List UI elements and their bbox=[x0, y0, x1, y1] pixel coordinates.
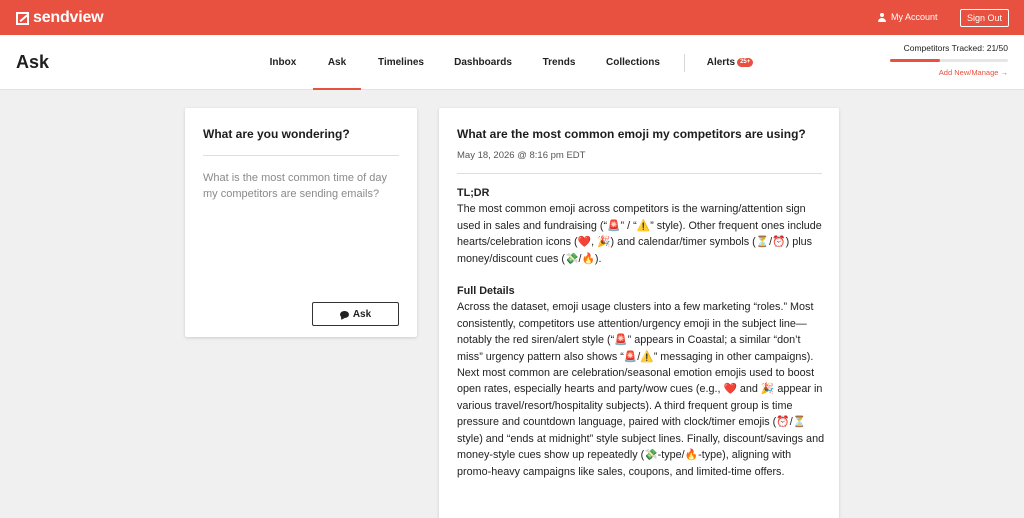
answer-title: What are the most common emoji my competitors are using? bbox=[457, 127, 806, 141]
question-heading: What are you wondering? bbox=[203, 127, 350, 141]
answer-body bbox=[457, 185, 825, 480]
tab-alerts[interactable] bbox=[702, 35, 758, 90]
answer-divider bbox=[457, 173, 822, 174]
sign-out-button[interactable]: Sign Out bbox=[960, 9, 1009, 27]
tab-dashboards-label: Dashboards bbox=[454, 57, 512, 68]
full-details-text: Across the dataset, emoji usage clusters into a few marketing “roles.” Most consistently, competitors use attention/urgency emoji in the subject line—notably the red siren/alert style (“🚨” appears in Coastal; a similar “don’t miss” urgency pattern also shows “🚨/⚠️” messaging in other campaigns). Next most common are celebration/seasonal emotion emojis used to boost open rates, especially hearts and party/wow cues (e.g., ❤️ and 🎉 appear in various travel/resort/hospitality subjects). A third frequent group is time pressure and countdown language, paired with clock/timer emojis (⏰/⏳ style) and “ends at midnight” style subject lines. Finally, discount/savings and money-style cues show up repeatedly (💸-type/🔥-type), aligning with promo-heavy campaigns like sales, coupons, and limited-time offers. bbox=[457, 301, 825, 478]
tab-alerts-label: Alerts bbox=[706, 57, 736, 68]
competitors-progress-fill bbox=[890, 59, 940, 62]
add-new-manage-link[interactable]: Add New/Manage → bbox=[938, 68, 1008, 77]
alerts-count-badge: 25+ bbox=[737, 58, 753, 67]
answer-date: May 18, 2026 @ 8:16 pm EDT bbox=[457, 150, 586, 161]
ask-button-label: Ask bbox=[352, 308, 372, 320]
my-account-link[interactable] bbox=[878, 12, 938, 22]
sendview-logo[interactable] bbox=[16, 9, 103, 27]
nav-divider bbox=[684, 54, 685, 72]
tab-trends-label: Trends bbox=[542, 57, 576, 68]
tab-ask[interactable] bbox=[313, 35, 361, 90]
tab-collections-label: Collections bbox=[606, 57, 660, 68]
tab-dashboards[interactable] bbox=[450, 35, 516, 90]
question-divider bbox=[203, 155, 399, 156]
tab-inbox[interactable] bbox=[264, 35, 302, 90]
tab-timelines-label: Timelines bbox=[378, 57, 424, 68]
full-details-heading: Full Details bbox=[457, 285, 515, 298]
competitors-progress-bar bbox=[890, 59, 1008, 62]
page-title: Ask bbox=[16, 52, 50, 72]
tab-inbox-label: Inbox bbox=[269, 57, 297, 68]
chat-bubble-icon bbox=[340, 311, 349, 318]
ask-button[interactable] bbox=[312, 302, 399, 326]
brand-name: sendview bbox=[33, 9, 104, 26]
tab-trends[interactable] bbox=[538, 35, 580, 90]
question-input[interactable] bbox=[203, 170, 399, 240]
tldr-heading: TL;DR bbox=[457, 187, 490, 199]
person-icon bbox=[878, 13, 886, 22]
question-panel bbox=[185, 108, 417, 337]
my-account-label: My Account bbox=[891, 12, 938, 22]
tab-timelines[interactable] bbox=[374, 35, 428, 90]
competitors-tracked-label: Competitors Tracked: 21/50 bbox=[903, 43, 1008, 53]
tab-ask-label: Ask bbox=[327, 57, 347, 68]
section-spacer bbox=[457, 267, 825, 283]
nav-bar bbox=[0, 35, 1024, 90]
top-bar bbox=[0, 0, 1024, 35]
tab-collections[interactable] bbox=[600, 35, 666, 90]
competitors-tracked bbox=[880, 43, 1008, 77]
sendview-logo-icon bbox=[16, 12, 29, 25]
answer-panel bbox=[439, 108, 839, 518]
tldr-text: The most common emoji across competitors is the warning/attention sign used in sales and fundraising (“🚨” / “⚠️” style). Other frequent ones include hearts/celebration icons (❤️, 🎉) and calendar/timer symbols (⏳/⏰) plus money/discount cues (💸/🔥). bbox=[457, 203, 822, 265]
